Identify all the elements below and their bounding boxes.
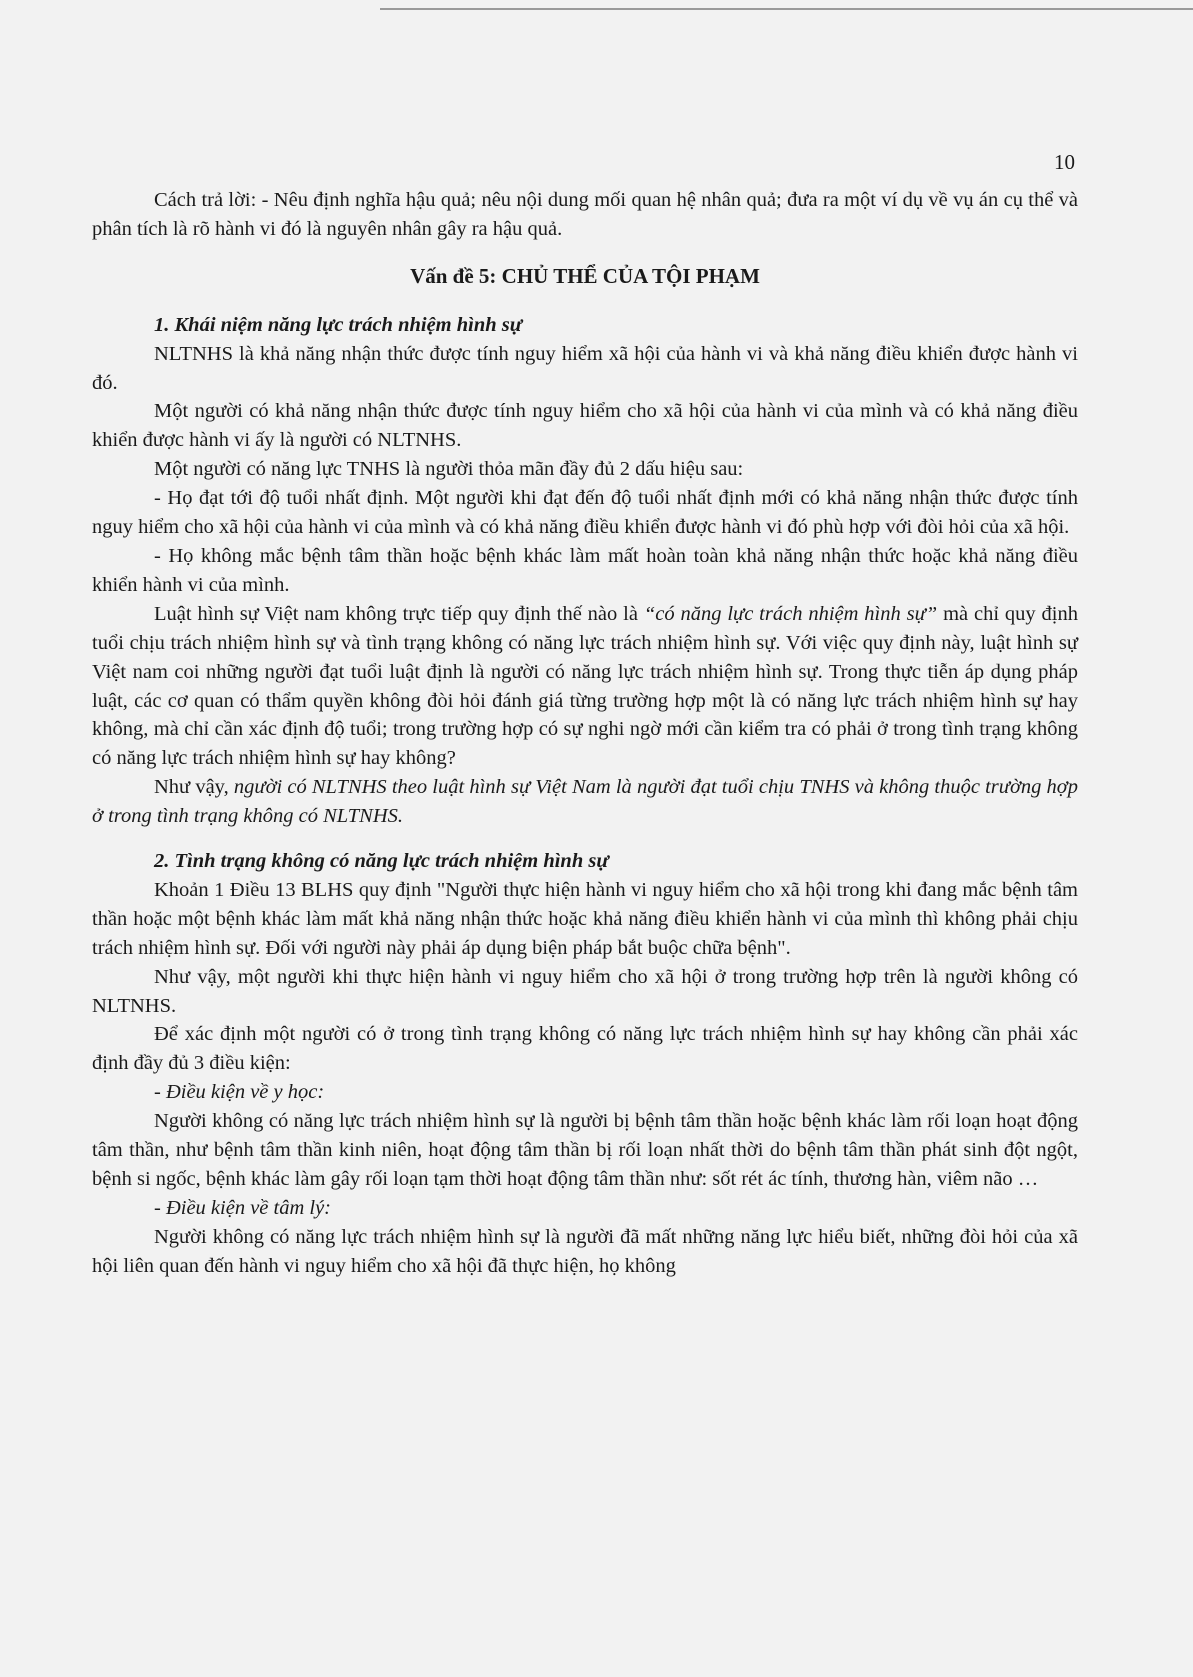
page-number: 10 <box>1054 150 1075 174</box>
page-content <box>92 186 1078 1281</box>
paragraph-age-sign: - Họ đạt tới độ tuổi nhất định. Một người khi đạt đến độ tuổi nhất định mới có khả năng nhận thức được tính nguy hiểm cho xã hội của hành vi của mình và có khả năng điều khiển được hành vi đó phù hợp với đòi hỏi của xã hội. <box>92 487 1078 539</box>
text-run: mà chỉ quy định tuổi chịu trách nhiệm hình sự và tình trạng không có năng lực trách nhiệm hình sự. Với việc quy định này, luật hình sự Việt nam coi những người đạt tuổi luật định là người có năng lực trách nhiệm hình sự. Trong thực tiễn áp dụng pháp luật, các cơ quan có thẩm quyền không đòi hỏi đánh giá từng trường hợp một là có năng lực trách nhiệm hình sự hay không, mà chỉ cần xác định độ tuổi; trong trường hợp có sự nghi ngờ mới cần kiểm tra có phải ở trong tình trạng không có năng lực trách nhiệm hình sự hay không? <box>92 602 1078 770</box>
italic-label: - Điều kiện về y học: <box>154 1081 325 1104</box>
paragraph-two-signs: Một người có năng lực TNHS là người thỏa mãn đầy đủ 2 dấu hiệu sau: <box>154 458 744 481</box>
paragraph-illness-sign: - Họ không mắc bệnh tâm thần hoặc bệnh khác làm mất hoàn toàn khả năng nhận thức hoặc khả năng điều khiển hành vi của mình. <box>92 544 1078 596</box>
top-edge-line <box>380 8 1193 10</box>
italic-term: “có năng lực trách nhiệm hình sự” <box>643 602 938 625</box>
text-run: Như vậy, <box>154 776 234 799</box>
paragraph-person-capacity: Một người có khả năng nhận thức được tính nguy hiểm cho xã hội của hành vi của mình và có khả năng điều khiển được hành vi ấy là người có NLTNHS. <box>92 400 1078 452</box>
subheading-1: 1. Khái niệm năng lực trách nhiệm hình sự <box>154 313 523 336</box>
answer-paragraph: Cách trả lời: - Nêu định nghĩa hậu quả; nêu nội dung mối quan hệ nhân quả; đưa ra một ví dụ về vụ án cụ thể và phân tích là rõ hành vi đó là nguyên nhân gây ra hậu quả. <box>92 189 1078 240</box>
paragraph-thus: Như vậy, một người khi thực hiện hành vi nguy hiểm cho xã hội ở trong trường hợp trên là người không có NLTNHS. <box>92 965 1078 1017</box>
italic-label: - Điều kiện về tâm lý: <box>154 1196 332 1219</box>
paragraph-conclusion <box>92 773 1078 831</box>
section-heading: Vấn đề 5: CHỦ THỂ CỦA TỘI PHẠM <box>410 263 760 288</box>
subheading-2: 2. Tình trạng không có năng lực trách nhiệm hình sự <box>154 850 609 873</box>
text-run: Luật hình sự Việt nam không trực tiếp quy định thế nào là <box>154 602 644 625</box>
paragraph-definition: NLTNHS là khả năng nhận thức được tính nguy hiểm xã hội của hành vi và khả năng điều khiển được hành vi đó. <box>92 342 1078 394</box>
paragraph-medical: Người không có năng lực trách nhiệm hình sự là người bị bệnh tâm thần hoặc bệnh khác làm rối loạn hoạt động tâm thần, như bệnh tâm thần kinh niên, hoạt động tâm thần bị rối loạn nhất thời do bệnh tâm thần phát sinh đột ngột, bệnh si ngốc, bệnh khác làm gây rối loạn tạm thời hoạt động tâm thần như: sốt rét ác tính, thương hàn, viêm não … <box>92 1110 1078 1190</box>
condition-medical-label <box>92 1078 1078 1107</box>
paragraph-vietnam-law <box>92 600 1078 773</box>
paragraph-article-13: Khoản 1 Điều 13 BLHS quy định "Người thực hiện hành vi nguy hiểm cho xã hội trong khi đang mắc bệnh tâm thần hoặc một bệnh khác làm mất khả năng nhận thức hoặc khả năng điều khiển hành vi của mình thì không phải chịu trách nhiệm hình sự. Đối với người này phải áp dụng biện pháp bắt buộc chữa bệnh". <box>92 878 1078 959</box>
paragraph-three-conditions: Để xác định một người có ở trong tình trạng không có năng lực trách nhiệm hình sự hay không cần phải xác định đầy đủ 3 điều kiện: <box>92 1023 1078 1075</box>
italic-conclusion: người có NLTNHS theo luật hình sự Việt Nam là người đạt tuổi chịu TNHS và không thuộc trường hợp ở trong tình trạng không có NLTNHS. <box>92 776 1078 828</box>
condition-psychological-label <box>92 1194 1078 1223</box>
paragraph-psychological: Người không có năng lực trách nhiệm hình sự là người đã mất những năng lực hiểu biết, những đòi hỏi của xã hội liên quan đến hành vi nguy hiểm cho xã hội đã thực hiện, họ không <box>92 1225 1078 1277</box>
